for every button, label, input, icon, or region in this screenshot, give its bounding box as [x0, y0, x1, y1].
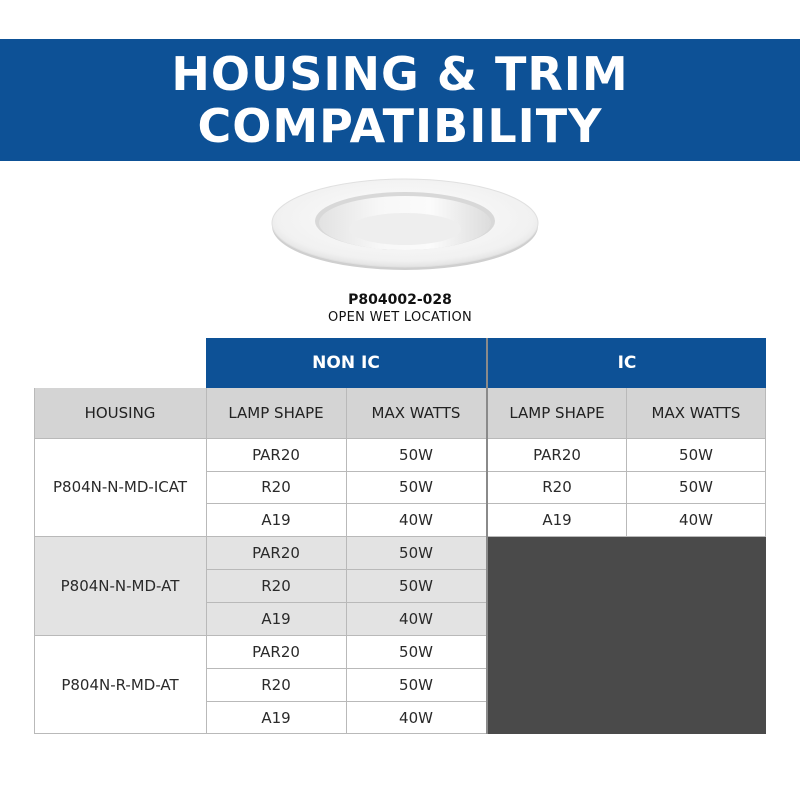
title-line-2: COMPATIBILITY: [197, 99, 603, 153]
max-watts-cell: 50W: [346, 668, 486, 701]
col-header-ic-max-watts: MAX WATTS: [626, 388, 766, 438]
grid-line: [34, 438, 766, 439]
ic-max-watts-cell: 50W: [626, 438, 766, 471]
lamp-shape-cell: A19: [206, 503, 346, 536]
ic-max-watts-cell: 50W: [626, 471, 766, 503]
max-watts-cell: 50W: [346, 438, 486, 471]
title-line-1: HOUSING & TRIM: [171, 47, 629, 101]
ic-not-applicable-block: [488, 536, 766, 734]
grid-line: [34, 536, 766, 537]
grid-line: [34, 733, 486, 734]
grid-line: [206, 388, 207, 734]
ic-lamp-shape-cell: PAR20: [488, 438, 626, 471]
lamp-shape-cell: PAR20: [206, 536, 346, 569]
product-sku: P804002-028: [348, 292, 452, 308]
col-header-lamp-shape: LAMP SHAPE: [206, 388, 346, 438]
ic-max-watts-cell: 40W: [626, 503, 766, 536]
col-header-housing: HOUSING: [34, 388, 206, 438]
lamp-shape-cell: R20: [206, 668, 346, 701]
lamp-shape-cell: R20: [206, 471, 346, 503]
grid-line: [34, 635, 486, 636]
lamp-shape-cell: A19: [206, 602, 346, 635]
ic-lamp-shape-cell: R20: [488, 471, 626, 503]
grid-line: [34, 388, 35, 734]
max-watts-cell: 50W: [346, 536, 486, 569]
lamp-shape-cell: R20: [206, 569, 346, 602]
grid-line: [346, 388, 347, 734]
col-header-max-watts: MAX WATTS: [346, 388, 486, 438]
grid-line: [765, 388, 766, 536]
col-header-ic-lamp-shape: LAMP SHAPE: [488, 388, 626, 438]
lamp-shape-cell: PAR20: [206, 635, 346, 668]
max-watts-cell: 40W: [346, 701, 486, 734]
group-header-non-ic: NON IC: [206, 338, 486, 388]
housing-name: P804N-N-MD-AT: [34, 536, 206, 635]
max-watts-cell: 50W: [346, 471, 486, 503]
recessed-trim-image: [270, 176, 540, 272]
max-watts-cell: 40W: [346, 503, 486, 536]
lamp-shape-cell: A19: [206, 701, 346, 734]
compatibility-table: [34, 338, 766, 734]
group-header-ic: IC: [488, 338, 766, 388]
group-divider: [486, 338, 488, 734]
max-watts-cell: 50W: [346, 569, 486, 602]
title-banner: [0, 39, 800, 161]
max-watts-cell: 40W: [346, 602, 486, 635]
grid-line: [626, 388, 627, 536]
product-location: OPEN WET LOCATION: [327, 310, 473, 325]
housing-name: P804N-N-MD-ICAT: [34, 438, 206, 536]
ic-lamp-shape-cell: A19: [488, 503, 626, 536]
max-watts-cell: 50W: [346, 635, 486, 668]
lamp-shape-cell: PAR20: [206, 438, 346, 471]
housing-name: P804N-R-MD-AT: [34, 635, 206, 734]
